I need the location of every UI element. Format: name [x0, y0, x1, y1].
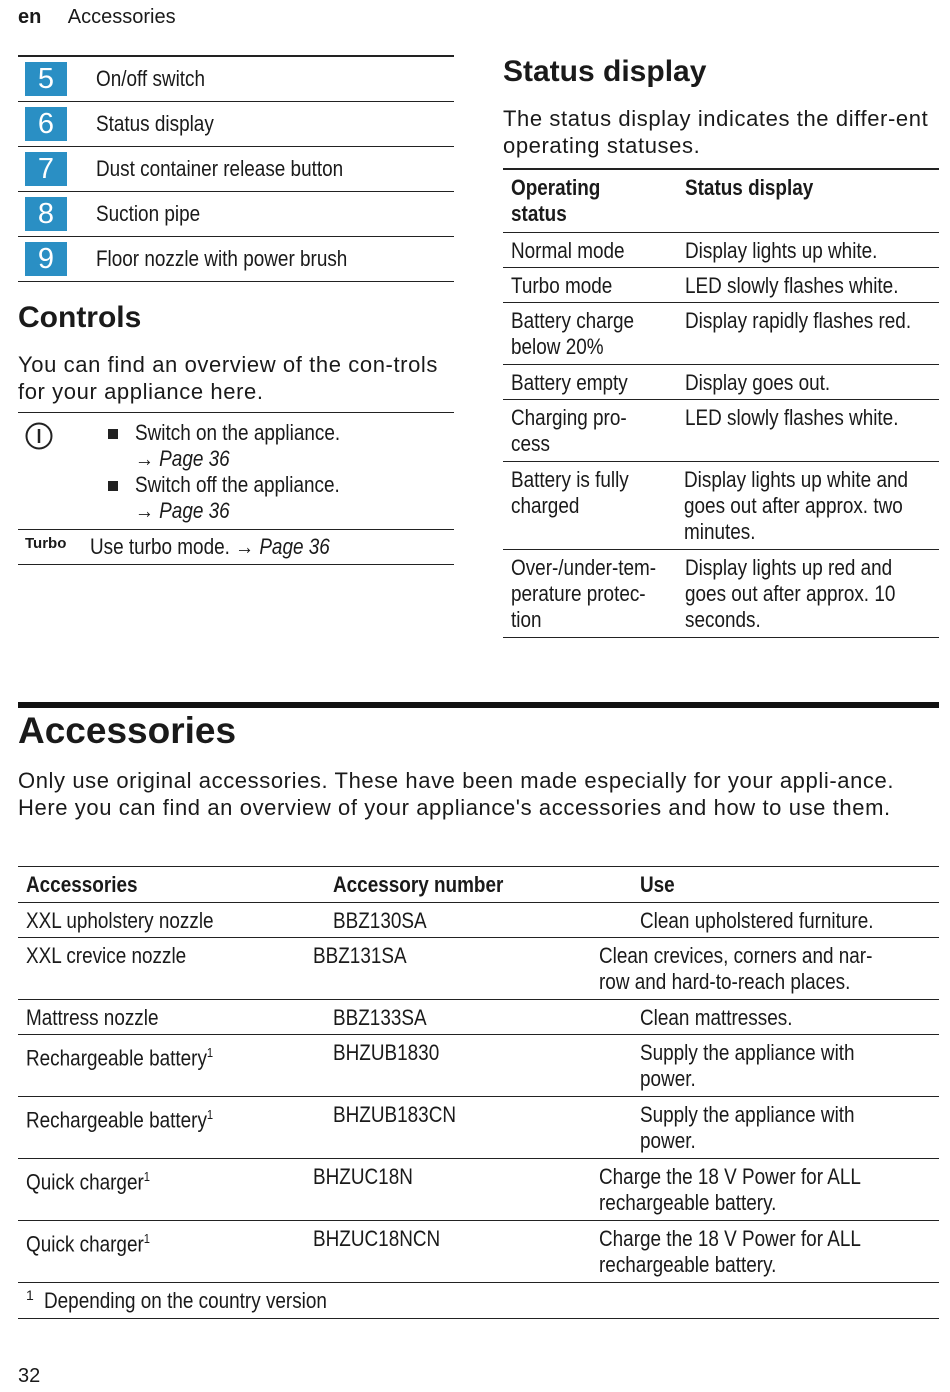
table-cell: Charge the 18 V Power for ALL rechargeable battery. [599, 1164, 861, 1215]
table-cell: BBZ130SA [333, 908, 427, 933]
power-icon [25, 422, 53, 450]
accessories-heading: Accessories [18, 710, 237, 751]
table-cell: BBZ133SA [333, 1005, 427, 1030]
page-reference-link[interactable]: → Page 36 [135, 446, 230, 471]
table-cell: Over-/under-tem-perature protec-tion [511, 555, 657, 632]
table-cell [26, 1226, 266, 1257]
table-row [503, 550, 939, 638]
table-cell [26, 1164, 266, 1195]
table-row [18, 938, 939, 1000]
table-cell: Turbo mode [511, 273, 613, 298]
table-row [503, 268, 939, 303]
column-header: Accessories [26, 872, 138, 897]
part-number-badge: 9 [25, 242, 67, 276]
table-cell: Supply the appliance with power. [640, 1102, 855, 1153]
table-cell: Display rapidly flashes red. [685, 308, 912, 333]
column-header: Status display [685, 175, 814, 200]
status-display-intro: The status display indicates the differ-ent operating statuses. [503, 106, 929, 158]
table-header-row [503, 170, 939, 233]
footnote-marker: 1 [206, 1107, 214, 1122]
footnote-marker: 1 [143, 1169, 151, 1184]
table-row [503, 303, 939, 365]
part-label: Floor nozzle with power brush [96, 246, 348, 271]
accessory-name: Quick charger [26, 1169, 144, 1195]
part-row [18, 192, 454, 237]
bullet-icon [108, 429, 118, 439]
section-divider [18, 702, 939, 708]
page-number: 32 [18, 1365, 41, 1387]
table-cell: Clean crevices, corners and nar-row and hard-to-reach places. [599, 943, 873, 994]
table-row [503, 365, 939, 400]
page-reference-link[interactable]: Page 36 [259, 534, 330, 559]
part-number-badge: 5 [25, 62, 67, 96]
table-cell [26, 1040, 283, 1071]
bullet-icon [108, 481, 118, 491]
accessory-name: Quick charger [26, 1231, 144, 1257]
part-row [18, 237, 454, 282]
table-row [18, 903, 939, 938]
switch-on-text: Switch on the appliance. [135, 420, 341, 445]
table-cell: BHZUC18NCN [312, 1226, 440, 1251]
status-display-heading: Status display [503, 55, 707, 88]
table-row [18, 1097, 939, 1159]
table-cell: Battery charge below 20% [511, 308, 635, 359]
turbo-description: Use turbo mode. → [90, 534, 255, 559]
part-label: Suction pipe [96, 201, 201, 226]
table-cell: Supply the appliance with power. [640, 1040, 855, 1091]
table-cell: Charge the 18 V Power for ALL rechargeable battery. [599, 1226, 861, 1277]
switch-off-text: Switch off the appliance. [135, 472, 340, 497]
part-row [18, 102, 454, 147]
controls-table [18, 412, 454, 565]
page-header [18, 6, 176, 29]
part-number-badge: 8 [25, 197, 67, 231]
table-row [503, 462, 939, 550]
accessory-name: Rechargeable battery [26, 1045, 207, 1071]
table-row [18, 1000, 939, 1035]
list-item [105, 472, 374, 524]
table-row [18, 1159, 939, 1221]
table-cell: Battery is fully charged [511, 467, 629, 518]
table-cell: Display lights up white. [685, 238, 878, 263]
table-cell: Clean upholstered furniture. [640, 908, 874, 933]
table-cell: BHZUB1830 [333, 1040, 440, 1065]
part-label: Dust container release button [96, 156, 344, 181]
table-cell: Clean mattresses. [640, 1005, 793, 1030]
table-cell [26, 1102, 283, 1133]
column-header: Operating status [511, 175, 601, 226]
accessories-table [18, 866, 939, 1319]
table-cell: LED slowly flashes white. [685, 273, 899, 298]
controls-power-row [18, 413, 454, 530]
table-cell: Normal mode [511, 238, 625, 263]
part-number-badge: 7 [25, 152, 67, 186]
part-row [18, 147, 454, 192]
part-label: On/off switch [96, 66, 206, 91]
list-item [105, 420, 374, 472]
part-row [18, 57, 454, 102]
parts-list [18, 55, 454, 282]
footnote-marker: 1 [143, 1231, 151, 1246]
page-reference-link[interactable]: → Page 36 [135, 498, 230, 523]
table-cell: BHZUB183CN [333, 1102, 457, 1127]
table-cell: BBZ131SA [312, 943, 407, 968]
table-cell: Display goes out. [685, 370, 831, 395]
status-table [503, 168, 939, 638]
power-instructions [105, 420, 374, 529]
table-cell: XXL crevice nozzle [26, 943, 187, 968]
table-cell: XXL upholstery nozzle [26, 908, 214, 933]
accessory-name: Rechargeable battery [26, 1107, 207, 1133]
controls-turbo-row [18, 530, 454, 565]
table-cell: Battery empty [511, 370, 628, 395]
column-header: Accessory number [333, 872, 504, 897]
table-cell: BHZUC18N [312, 1164, 413, 1189]
table-cell: Display lights up white and goes out after approx. two minutes. [684, 467, 909, 544]
part-label: Status display [96, 111, 214, 136]
turbo-text [90, 534, 330, 560]
language-code: en [18, 6, 42, 28]
footnote-text: Depending on the country version [43, 1287, 327, 1313]
table-cell: LED slowly flashes white. [685, 405, 899, 430]
table-row [503, 400, 939, 462]
table-footnote [18, 1283, 939, 1319]
footnote-marker: 1 [26, 1286, 34, 1303]
column-header: Use [640, 872, 675, 897]
table-cell: Charging pro-cess [511, 405, 627, 456]
table-cell: Mattress nozzle [26, 1005, 159, 1030]
table-row [18, 1035, 939, 1097]
table-cell: Display lights up red and goes out after approx. 10 seconds. [685, 555, 896, 632]
table-row [503, 233, 939, 268]
section-name: Accessories [67, 6, 176, 28]
part-number-badge: 6 [25, 107, 67, 141]
controls-intro: You can find an overview of the con-trols for your appliance here. [18, 352, 439, 404]
footnote-marker: 1 [206, 1045, 214, 1060]
table-row [18, 1221, 939, 1283]
controls-heading: Controls [18, 301, 142, 334]
table-header-row [18, 867, 939, 903]
turbo-label: Turbo [25, 534, 67, 552]
accessories-intro: Only use original accessories. These have been made especially for your appli-ance. Here you can find an overview of your appliance's accessories and how to use them. [18, 768, 895, 820]
